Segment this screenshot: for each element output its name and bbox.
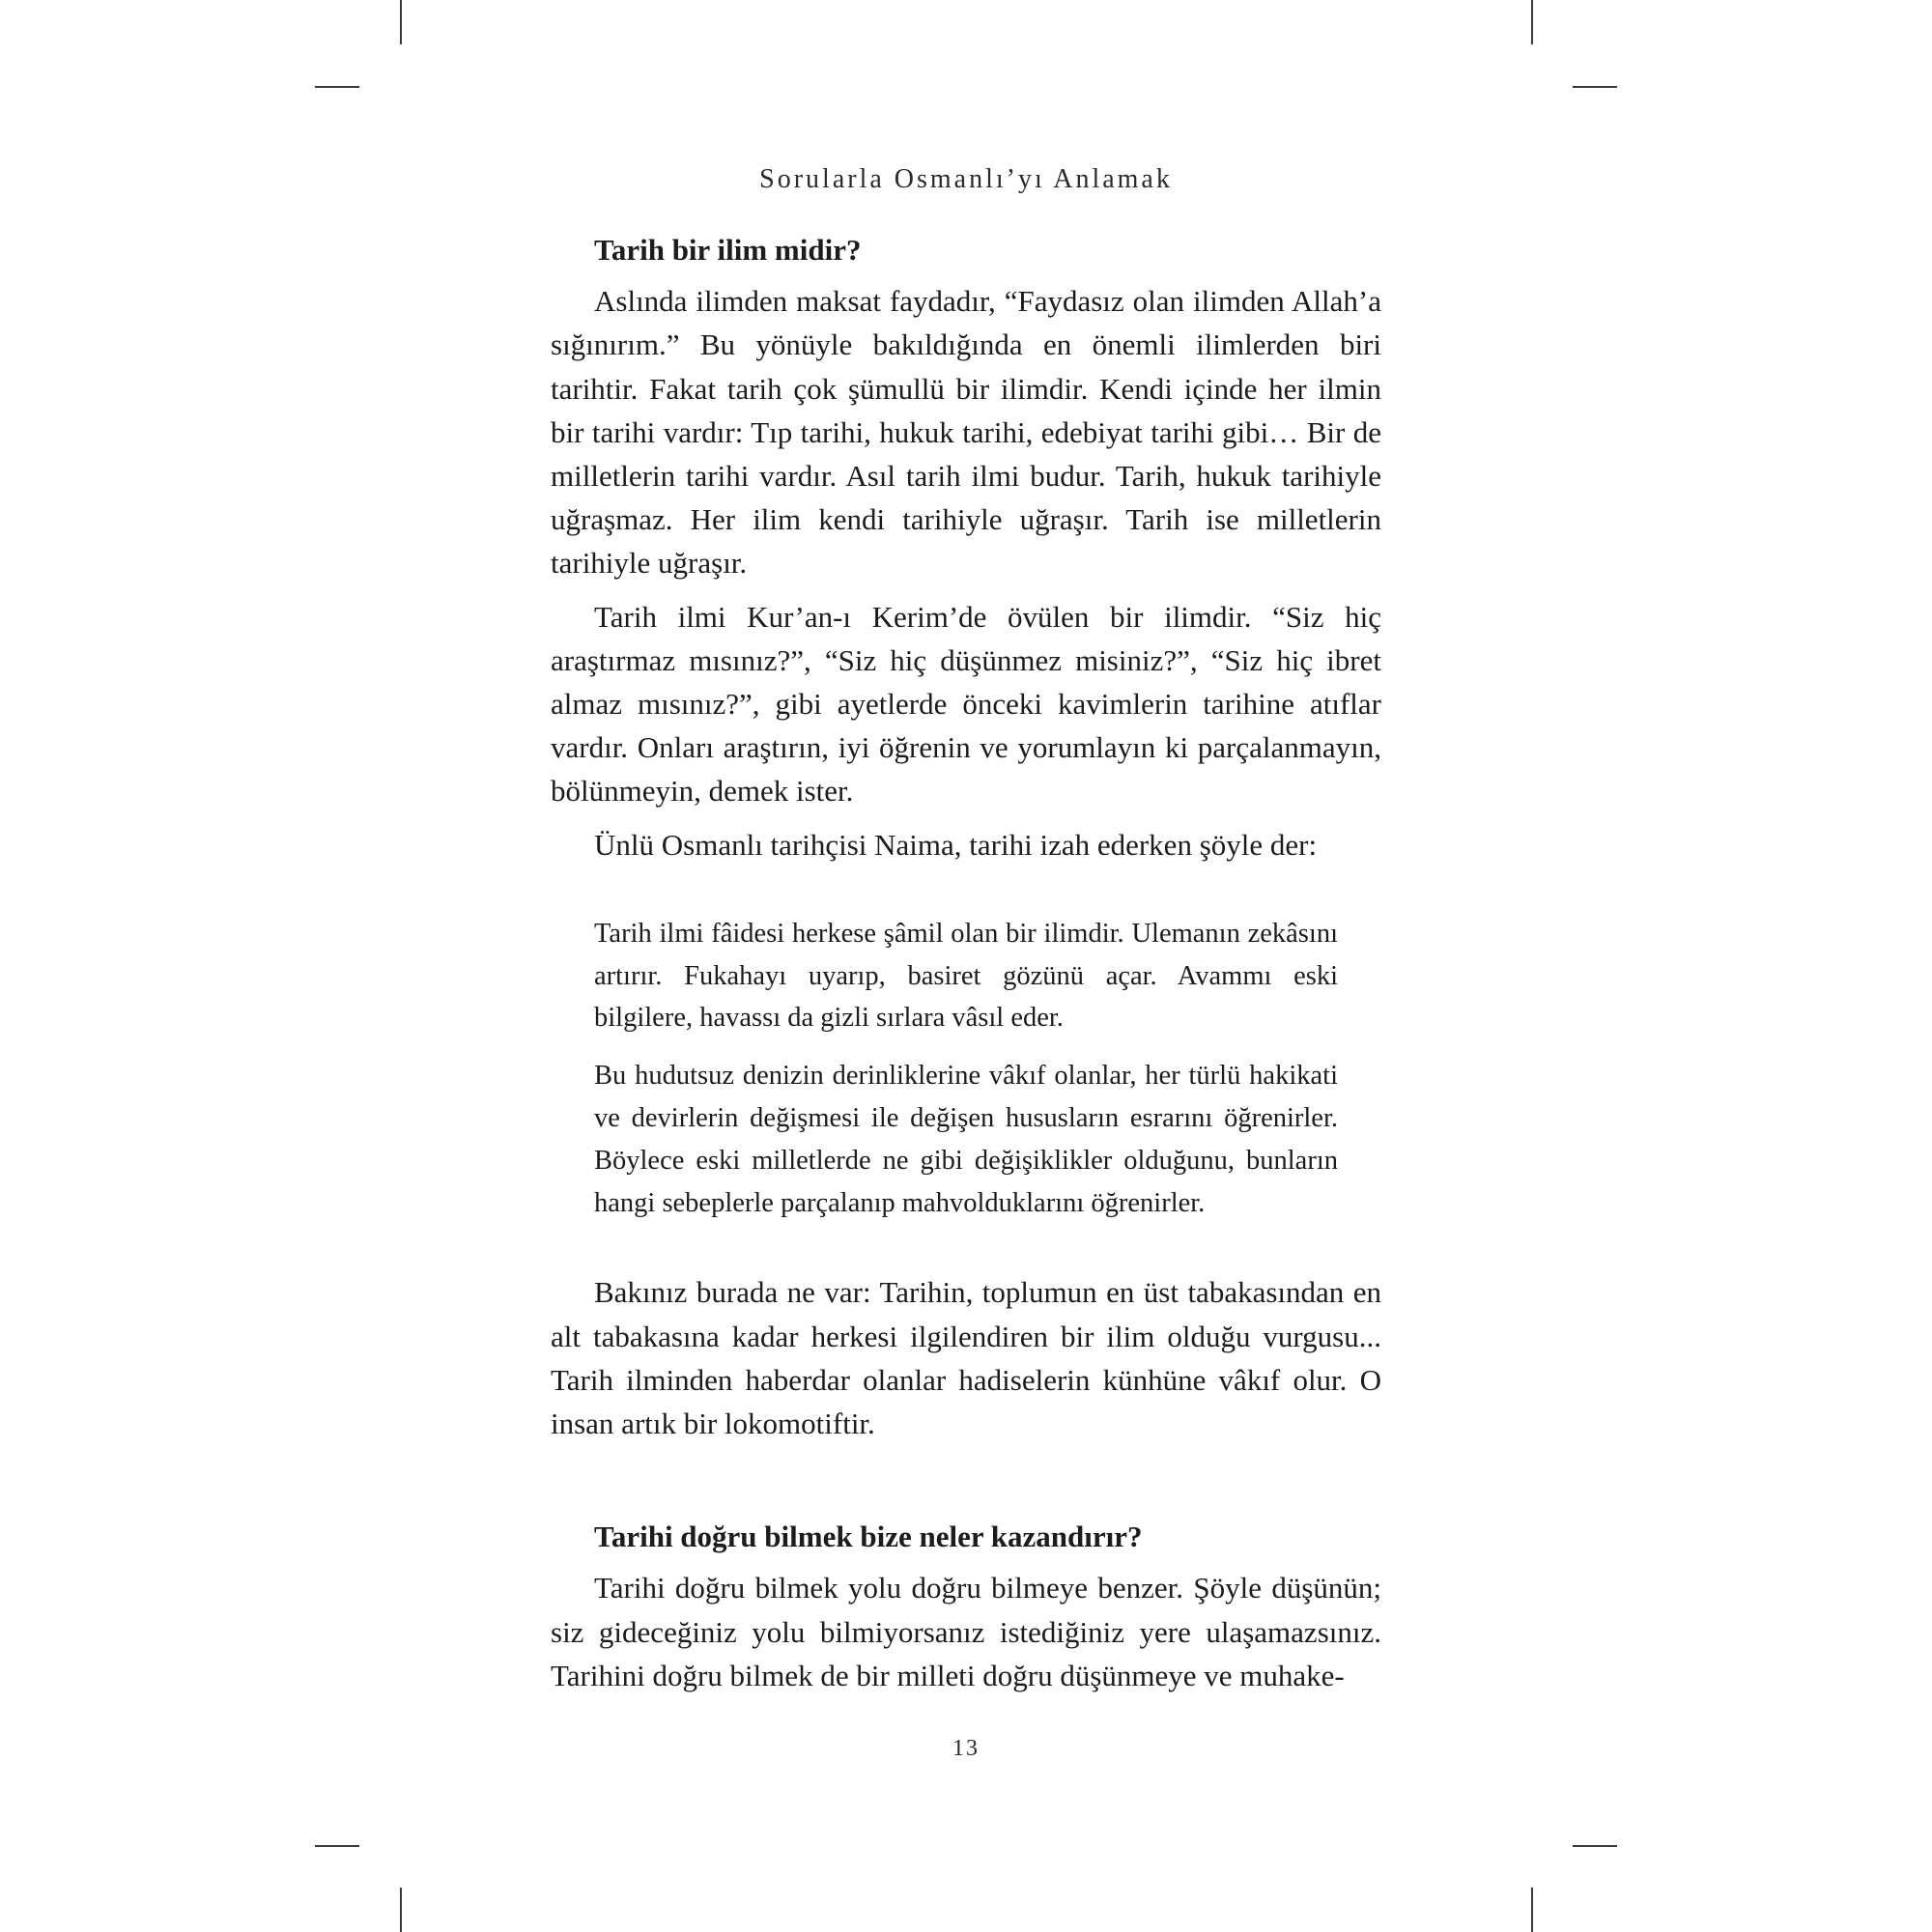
quote-paragraph: Bu hudutsuz denizin derinliklerine vâkıf olanlar, her türlü hakikati ve devirlerin değişmesi ile değişen hususların esrarını öğrenirler. Böylece eski milletlerde ne gibi değişiklikler olduğunu, bunların hangi sebeplerle parçalanıp mahvolduklarını öğrenirler. <box>594 1061 1338 1218</box>
crop-mark-right-lower <box>1573 1845 1617 1847</box>
paragraph: Bakınız burada ne var: Tarihin, toplumun en üst tabakasından en alt tabakasına kadar herkesi ilgilendiren bir ilim olduğu vurgusu... Tarih ilminden haberdar olanlar hadiselerin künhüne vâkıf olur. O insan artık bir lokomotiftir. <box>551 1275 1381 1441</box>
crop-mark-left-lower <box>315 1845 359 1847</box>
crop-mark-top-left <box>400 0 402 44</box>
section-heading: Tarih bir ilim midir? <box>594 233 862 267</box>
section-heading: Tarihi doğru bilmek bize neler kazandırır? <box>594 1520 1143 1554</box>
page-number: 13 <box>952 1736 980 1761</box>
body-text <box>551 228 1381 1707</box>
paragraph: Tarih ilmi Kur’an-ı Kerim’de övülen bir ilimdir. “Siz hiç araştırmaz mısınız?”, “Siz hiç düşünmez misiniz?”, “Siz hiç ibret almaz mısınız?”, gibi ayetlerde önceki kavimlerin tarihine atıflar vardır. Onları araştırın, iyi öğrenin ve yorumlayın ki parçalanmayın, bölünmeyin, demek ister. <box>551 599 1381 809</box>
paragraph: Tarihi doğru bilmek yolu doğru bilmeye benzer. Şöyle düşünün; siz gideceğiniz yolu bilmiyorsanız istediğiniz yere ulaşamazsınız. Tarihini doğru bilmek de bir milleti doğru düşünmeye ve muhake- <box>551 1571 1381 1692</box>
block-quote <box>594 913 1338 1225</box>
crop-mark-bottom-left <box>400 1888 402 1932</box>
running-head: Sorularla Osmanlı’yı Anlamak <box>759 164 1173 194</box>
crop-mark-left-upper <box>315 86 359 88</box>
crop-mark-bottom-right <box>1531 1888 1533 1932</box>
paragraph: Aslında ilimden maksat faydadır, “Faydasız olan ilimden Allah’a sığınırım.” Bu yönüyle bakıldığında en önemli ilimlerden biri tarihtir. Fakat tarih çok şümullü bir ilimdir. Kendi içinde her ilmin bir tarihi vardır: Tıp tarihi, hukuk tarihi, edebiyat tarihi gibi… Bir de milletlerin tarihi vardır. Asıl tarih ilmi budur. Tarih, hukuk tarihiyle uğraşmaz. Her ilim kendi tarihiyle uğraşır. Tarih ise milletlerin tarihiyle uğraşır. <box>551 284 1381 581</box>
paragraph: Ünlü Osmanlı tarihçisi Naima, tarihi izah ederken şöyle der: <box>594 827 1318 862</box>
quote-paragraph: Tarih ilmi fâidesi herkese şâmil olan bir ilimdir. Ulemanın zekâsını artırır. Fukahayı uyarıp, basiret gözünü açar. Avammı eski bilgilere, havassı da gizli sırlara vâsıl eder. <box>594 918 1338 1034</box>
crop-mark-top-right <box>1531 0 1533 44</box>
crop-mark-right-upper <box>1573 86 1617 88</box>
